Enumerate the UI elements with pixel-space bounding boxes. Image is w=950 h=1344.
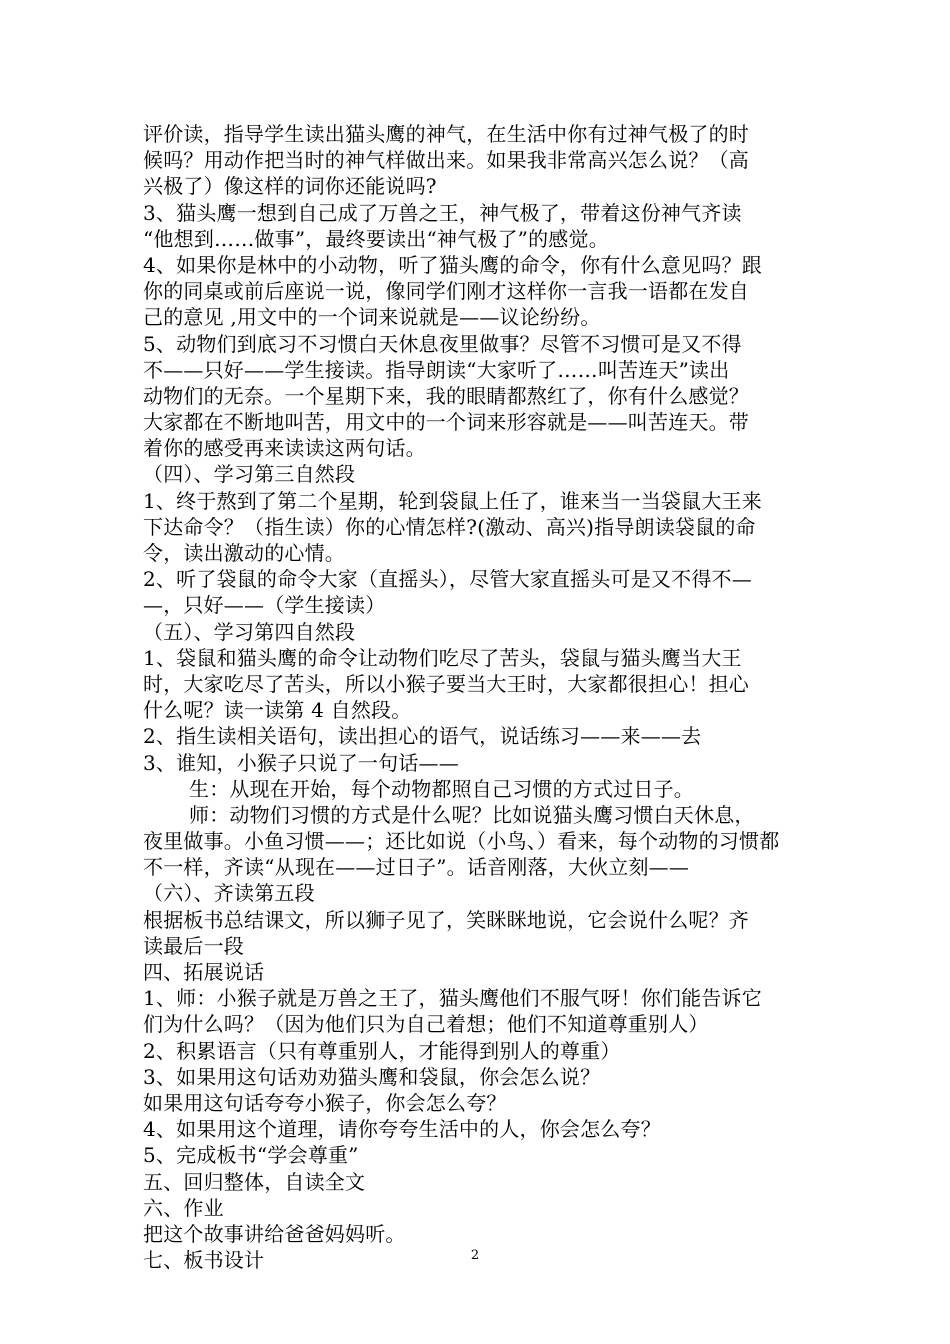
text-line: （四）、学习第三自然段 (143, 462, 356, 487)
text-line: 4、如果你是林中的小动物，听了猫头鹰的命令，你有什么意见吗？跟 (143, 252, 762, 277)
text-line: 5、动物们到底习不习惯白天休息夜里做事？尽管不习惯可是又不得 (143, 331, 742, 356)
text-line: 五、回归整体，自读全文 (143, 1169, 366, 1194)
text-line: 把这个故事讲给爸爸妈妈听。 (143, 1221, 406, 1246)
text-line: 们为什么吗？（因为他们只为自己着想；他们不知道尊重别人） (143, 1012, 709, 1037)
text-line: 夜里做事。小鱼习惯——；还比如说（小鸟、）看来，每个动物的习惯都 (143, 829, 780, 854)
document-body (143, 121, 813, 1273)
text-line: 着你的感受再来读读这两句话。 (143, 436, 426, 461)
text-line: （六）、齐读第五段 (143, 881, 315, 906)
text-line: 不——只好——学生接读。指导朗读“大家听了……叫苦连天”读出 (143, 357, 730, 382)
text-line: 4、如果用这个道理，请你夸夸生活中的人，你会怎么夸？ (143, 1117, 661, 1142)
text-line: —，只好——（学生接读） (143, 593, 386, 618)
text-line: 2、指生读相关语句，读出担心的语气，说话练习——来——去 (143, 724, 702, 749)
text-line: 你的同桌或前后座说一说，像同学们刚才这样你一言我一语都在发自 (143, 279, 749, 304)
text-line: 不一样，齐读“从现在——过日子”。话音刚落，大伙立刻—— (143, 855, 690, 880)
text-line: 兴极了）像这样的词你还能说吗? (143, 174, 437, 199)
text-line: 时，大家吃尽了苦头，所以小猴子要当大王时，大家都很担心！担心 (143, 671, 749, 696)
text-line: 四、拓展说话 (143, 960, 265, 984)
text-line: 如果用这句话夸夸小猴子，你会怎么夸？ (143, 1090, 507, 1115)
text-line: 3、猫头鹰一想到自己成了万兽之王，神气极了，带着这份神气齐读 (143, 200, 742, 225)
text-line: 生：从现在开始，每个动物都照自己习惯的方式过日子。 (189, 776, 694, 801)
text-line: 5、完成板书“学会尊重” (143, 1143, 359, 1168)
text-line: 师：动物们习惯的方式是什么呢？比如说猫头鹰习惯白天休息， (189, 802, 755, 827)
text-line: 己的意见 ,用文中的一个词来说就是——议论纷纷。 (143, 305, 601, 330)
text-line: 六、作业 (143, 1195, 224, 1220)
text-line: 什么呢？读一读第 4 自然段。 (143, 698, 412, 723)
text-line: 3、谁知，小猴子只说了一句话—— (143, 750, 459, 775)
text-line: 2、积累语言（只有尊重别人，才能得到别人的尊重） (143, 1038, 621, 1063)
text-line: 根据板书总结课文，所以狮子见了，笑眯眯地说，它会说什么呢？齐 (143, 907, 749, 932)
text-line: 读最后一段 (143, 933, 244, 958)
text-line: 下达命令？（指生读）你的心情怎样?(激动、高兴)指导朗读袋鼠的命 (143, 514, 756, 539)
text-line: 3、如果用这句话劝劝猫头鹰和袋鼠，你会怎么说？ (143, 1064, 601, 1089)
text-line: 1、袋鼠和猫头鹰的命令让动物们吃尽了苦头，袋鼠与猫头鹰当大王 (143, 645, 742, 670)
text-line: 2、听了袋鼠的命令大家（直摇头），尽管大家直摇头可是又不得不— (143, 567, 752, 592)
page-number: 2 (470, 1248, 480, 1263)
text-line: 大家都在不断地叫苦，用文中的一个词来形容就是——叫苦连天。带 (143, 410, 749, 435)
text-line: 七、板书设计 (143, 1248, 265, 1273)
text-line: 1、终于熬到了第二个星期，轮到袋鼠上任了，谁来当一当袋鼠大王来 (143, 488, 762, 513)
text-line: 动物们的无奈。一个星期下来，我的眼睛都熬红了，你有什么感觉？ (143, 383, 749, 408)
text-line: 1、师：小猴子就是万兽之王了，猫头鹰他们不服气呀！你们能告诉它 (143, 986, 762, 1011)
text-line: （五）、学习第四自然段 (143, 619, 356, 644)
text-line: “他想到……做事”，最终要读出“神气极了”的感觉。 (143, 226, 609, 251)
text-line: 令，读出激动的心情。 (143, 541, 345, 565)
text-line: 候吗？用动作把当时的神气样做出来。如果我非常高兴怎么说？（高 (143, 148, 749, 173)
text-line: 评价读，指导学生读出猫头鹰的神气，在生活中你有过神气极了的时 (143, 122, 749, 146)
